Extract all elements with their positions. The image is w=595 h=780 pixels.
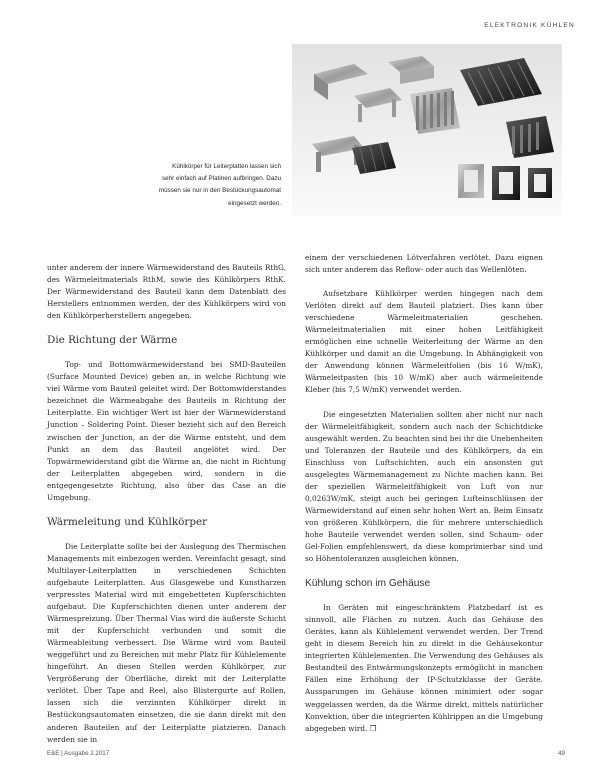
silver-u-heatsink <box>458 164 484 198</box>
heatsink-photo <box>292 44 562 216</box>
paragraph: Die eingesetzten Materialien sollten aber nicht nur nach der Wärmeleitfähigkeit, sondern auch nach der Schichtdicke ausgewählt werden. Zu beachten sind bei ihr die Unebenheiten und Toleranzen der Bauteile und des Kühlkörpers, da ein Einschluss von Luftschichten, auch ein ansonsten gut ausgelegtes Wärmemanagement zu Nichte machen kann. Bei der speziellen Wärmeleitfähigkeit von Luft von nur 0,0263W/mK, steigt auch bei geringen Lufteinschlüssen der Wärmewiderstand auf einen sehr hohen Wert an. Beim Einsatz von größeren Kühlkörpern, die für mehrere unterschiedlich hohe Bauteile verwendet werden sollen, sind Schaum- oder Gel-Folien empfehlenswert, da diese komprimierbar sind und so Höhentoleranzen ausgleichen können. <box>305 409 543 564</box>
section-header: ELEKTRONIK KÜHLEN <box>484 22 575 29</box>
right-column <box>305 252 543 735</box>
caption-line: Kühlkörper für Leiterplatten lassen sich <box>172 163 281 170</box>
figure-caption <box>95 161 281 210</box>
black-u-heatsink-2 <box>528 168 552 198</box>
issue-info: E&E | Ausgabe 2.2017 <box>47 750 110 757</box>
caption-line: sehr einfach auf Platinen aufbringen. Dazu <box>161 175 281 183</box>
page-number: 49 <box>558 750 565 757</box>
black-pin-heatsink <box>506 116 554 158</box>
subheading: Wärmeleitung und Kühlkörper <box>47 515 208 528</box>
paragraph: Aufsetzbare Kühlkörper werden hingegen nach dem Verlöten direkt auf dem Bauteil platziert. Dies kann über verschiedene Wärmeleitmaterialien geschehen. Wärmeleitmaterialien mit einer hohen Leitfähigkeit ermöglichen eine schnelle Weiterleitung der Wärme an den Kühlkörper und damit an die Umgebung. In Abhängigkeit von der Anwendung können Wärmeleitfolien (bis 16 W/mK), Wärmeleitpasten (bis 10 W/mK) aber auch wärmeleitende Kleber (bis 7,5 W/mK) verwendet werden. <box>305 289 543 395</box>
paragraph: In Geräten mit eingeschränktem Platzbedarf ist es sinnvoll, alle Flächen zu nutzen. Auch das Gehäuse des Gerätes, kann als Kühlelement verwendet werden. Der Trend geht in diesem Bereich hin zu direkt in die Gehäusekontur integrierten Kühlelementen. Die Verwendung des Gehäuses als Bestandteil des Entwärmungskonzepts ermöglicht in manchen Fällen eine Erhöhung der IP-Schutzklasse der Geräte. Aussparungen im Gehäuse können minimiert oder sogar weggelassen werden, da die Wärme direkt, mittels natürlicher Konvektion, über die integrierten Kühlrippen an die Umgebung abgegeben wird. ❐ <box>305 603 543 733</box>
subheading: Kühlung schon im Gehäuse <box>305 578 431 590</box>
caption-line: eingesetzt werden. <box>228 199 281 207</box>
black-u-heatsink <box>492 166 520 200</box>
heatsinks-illustration <box>292 44 562 216</box>
paragraph: unter anderem der innere Wärmewiderstand des Bauteils RthG, des Wärmeleitmaterials RthM, sowie des Kühlkörpers RthK. Der Wärmewiderstand des Bauteil kann dem Datenblatt des Herstellers entnommen werden, der des Kühlkörpers wird von den Kühlkörperherstellern angegeben. <box>47 263 286 321</box>
paragraph: Die Leiterplatte sollte bei der Auslegung des Thermischen Managements mit einbezogen werden. Vereinfacht gesagt, sind Multilayer-Leiterplatten in verschiedenen Schichten aufgebaute Leiterplatten. Aus Glasgewebe und Kunstharzen verpresstes Material wird mit eingebetteten Kupferschichten aufgebaut. Die Kupferschichten dienen unter anderem der Wärmespreizung. Über Thermal Vias wird die äußerste Schicht mit der Kupferschicht verbunden und somit die Wärmeableitung verbessert. Die Wärme wird vom Bauteil weggeführt und zu Bereichen mit mehr Platz für Kühlelemente hingeführt. An diesen Stellen werden Kühlkörper, zur Vergrößerung der Oberfläche, direkt mit der Leiterplatte verlötet. Über Tape and Reel, also Blistergurte auf Rollen, lassen sich die verzinnten Kühlkörper direkt in Bestückungsautomaten einsetzen, die sie dann direkt mit den anderen Bauteilen auf der Leiterplatte platzieren. Danach werden sie in <box>47 541 286 744</box>
paragraph: Top- und Bottomwärmewiderstand bei SMD-Bauteilen (Surface Mounted Device) geben an, in welche Richtung wie viel Wärme vom Bauteil geleitet wird. Der Bottomwiderstandes bezeichnet die Wärmeabgabe des Bauteils in Richtung der Leiterplatte. Ein wichtiger Wert ist hier der Wärmewiderstand Junction – Soldering Point. Dieser bezieht sich auf den Bereich zwischen der Junction, an der die Wärme entsteht, und dem Punkt an dem das Bauteil angelötet wird. Der Topwärmewiderstand gibt die Wärme an, die nicht in Richtung der Leiterplatten abgegeben wird, sondern in die entgegengesetzte Richtung, also über das Case an die Umgebung. <box>47 360 286 502</box>
paragraph: einem der verschiedenen Lötverfahren verlötet. Dazu eignen sich unter anderem das Reflow- oder auch das Wellenlöten. <box>305 253 543 275</box>
subheading: Die Richtung der Wärme <box>47 334 178 347</box>
silver-finned-heatsink <box>410 88 460 134</box>
left-column <box>47 262 286 746</box>
caption-line: müssen sie nur in den Bestückungsautomat <box>158 187 281 195</box>
